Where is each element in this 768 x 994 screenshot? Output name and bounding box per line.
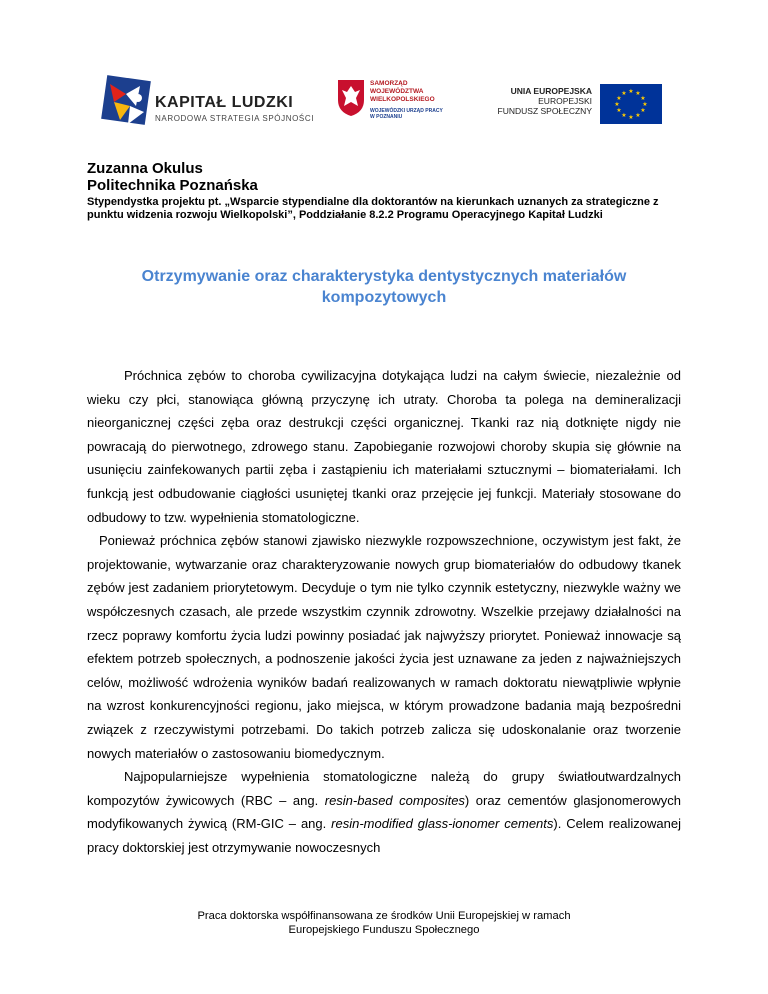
kapital-ludzki-title: KAPITAŁ LUDZKI — [155, 94, 294, 111]
author-institution: Politechnika Poznańska — [87, 177, 258, 194]
svg-text:★: ★ — [621, 112, 627, 119]
footer-line-2: Europejskiego Funduszu Społecznego — [288, 924, 480, 936]
eu-text-1: UNIA EUROPEJSKA — [510, 86, 592, 96]
svg-text:★: ★ — [640, 95, 646, 102]
wielkopolska-text-1: SAMORZĄD WOJEWÓDZTWA — [370, 80, 424, 95]
eu-logo — [492, 82, 662, 136]
scholarship-note: Stypendystka projektu pt. „Wsparcie stypendialne dla doktorantów na kierunkach uznanych za strategiczne z punktu widzenia rozwoju Wielkopolski”, Poddziałanie 8.2.2 Programu Operacyjnego Kapitał Ludzki — [87, 196, 659, 221]
paragraph-2: Ponieważ próchnica zębów stanowi zjawisko niezwykle rozpowszechnione, oczywistym jest fakt, że projektowanie, wytwarzanie oraz charakteryzowanie nowych grup biomateriałów do odbudowy tkanek zębów jest zadaniem priorytetowym. Decyduje o tym nie tylko czynnik estetyczny, niezwykle ważny we współczesnych czasach, ale przede wszystkim czynnik zdrowotny. Wszelkie przejawy działalności na rzecz poprawy komfortu życia ludzi powinny posiadać jak najwyższy priorytet. Ponieważ innowacje są efektem potrzeb społecznych, a podnoszenie jakości życia jest uznawane za jeden z najważniejszych celów, możliwość wdrożenia wyników badań realizowanych w ramach doktoratu niewątpliwie wpłynie na wzrost konkurencyjności regionu, jako miejsca, w którym prowadzone badania mają bezpośredni związek z rzeczywistymi potrzebami. Do takich potrzeb zalicza się udoskonalanie oraz tworzenie nowych materiałów o zastosowaniu biomedycznym. — [87, 533, 681, 761]
header-logos — [100, 72, 660, 142]
svg-text:★: ★ — [614, 101, 620, 108]
kapital-ludzki-logo — [100, 72, 330, 138]
svg-text:★: ★ — [640, 107, 646, 114]
wielkopolska-text-3: WOJEWÓDZKI URZĄD PRACY — [370, 108, 443, 114]
eu-text — [498, 86, 592, 116]
wielkopolska-line-1 — [370, 80, 456, 104]
wielkopolska-text-2: WIELKOPOLSKIEGO — [370, 96, 435, 103]
svg-text:★: ★ — [621, 90, 627, 97]
eagle-shield-icon — [336, 78, 366, 118]
paragraph-3-term-rmgic: resin-modified glass-ionomer cements — [331, 816, 554, 832]
svg-text:★: ★ — [628, 88, 634, 95]
document-body — [87, 364, 681, 859]
svg-text:★: ★ — [635, 90, 641, 97]
svg-text:★: ★ — [628, 114, 634, 121]
eu-flag-icon — [600, 84, 662, 124]
paragraph-3 — [87, 765, 681, 859]
page-footer — [87, 909, 681, 937]
paragraph-3-term-rbc: resin-based composites — [324, 792, 465, 808]
wielkopolska-line-2 — [370, 108, 443, 120]
svg-text:★: ★ — [616, 107, 622, 114]
document-title: Otrzymywanie oraz charakterystyka dentystycznych materiałów kompozytowych — [141, 268, 627, 306]
svg-text:★: ★ — [616, 95, 622, 102]
footer-line-1: Praca doktorska współfinansowana ze środków Unii Europejskiej w ramach — [197, 910, 571, 922]
paragraph-3-part-c: ) oraz cementów glasjonomerowych modyfikowanych żywicą (RM-GIC – ang. — [87, 792, 681, 832]
svg-text:★: ★ — [642, 101, 648, 108]
paragraph-3-part-e: ). Celem realizowanej pracy doktorskiej jest otrzymywanie nowoczesnych — [87, 816, 681, 855]
eu-text-3: FUNDUSZ SPOŁECZNY — [497, 106, 592, 116]
paragraph-3-part-a: Najpopularniejsze wypełnienia stomatologiczne należą do grupy światłoutwardzalnych kompozytów żywicowych (RBC – ang. — [87, 769, 681, 808]
kapital-ludzki-subtitle: NARODOWA STRATEGIA SPÓJNOŚCI — [155, 114, 315, 123]
eu-text-2: EUROPEJSKI — [538, 96, 592, 106]
svg-text:★: ★ — [635, 112, 641, 119]
wielkopolska-text-4: W POZNANIU — [370, 114, 403, 120]
wielkopolska-logo — [336, 78, 456, 138]
paragraph-1: Próchnica zębów to choroba cywilizacyjna dotykająca ludzi na całym świecie, niezależnie od wieku czy płci, stanowiąca główną przyczynę ich utraty. Choroba ta polega na demineralizacji nieorganicznej części zęba oraz destrukcji części organicznej. Tkanki raz nią dotknięte nigdy nie powracają do pierwotnego, zdrowego stanu. Zapobieganie rozwojowi choroby skupia się głównie na usunięciu zainfekowanych partii zęba i zastąpieniu ich materiałami sztucznymi – biomateriałami. Ich funkcją jest odbudowanie ciągłości usuniętej tkanki oraz przejęcie jej funkcji. Materiały stosowane do odbudowy to tzw. wypełnienia stomatologiczne. — [87, 368, 681, 525]
author-block — [87, 160, 258, 194]
author-name: Zuzanna Okulus — [87, 160, 203, 177]
kapital-ludzki-emblem — [100, 72, 152, 138]
